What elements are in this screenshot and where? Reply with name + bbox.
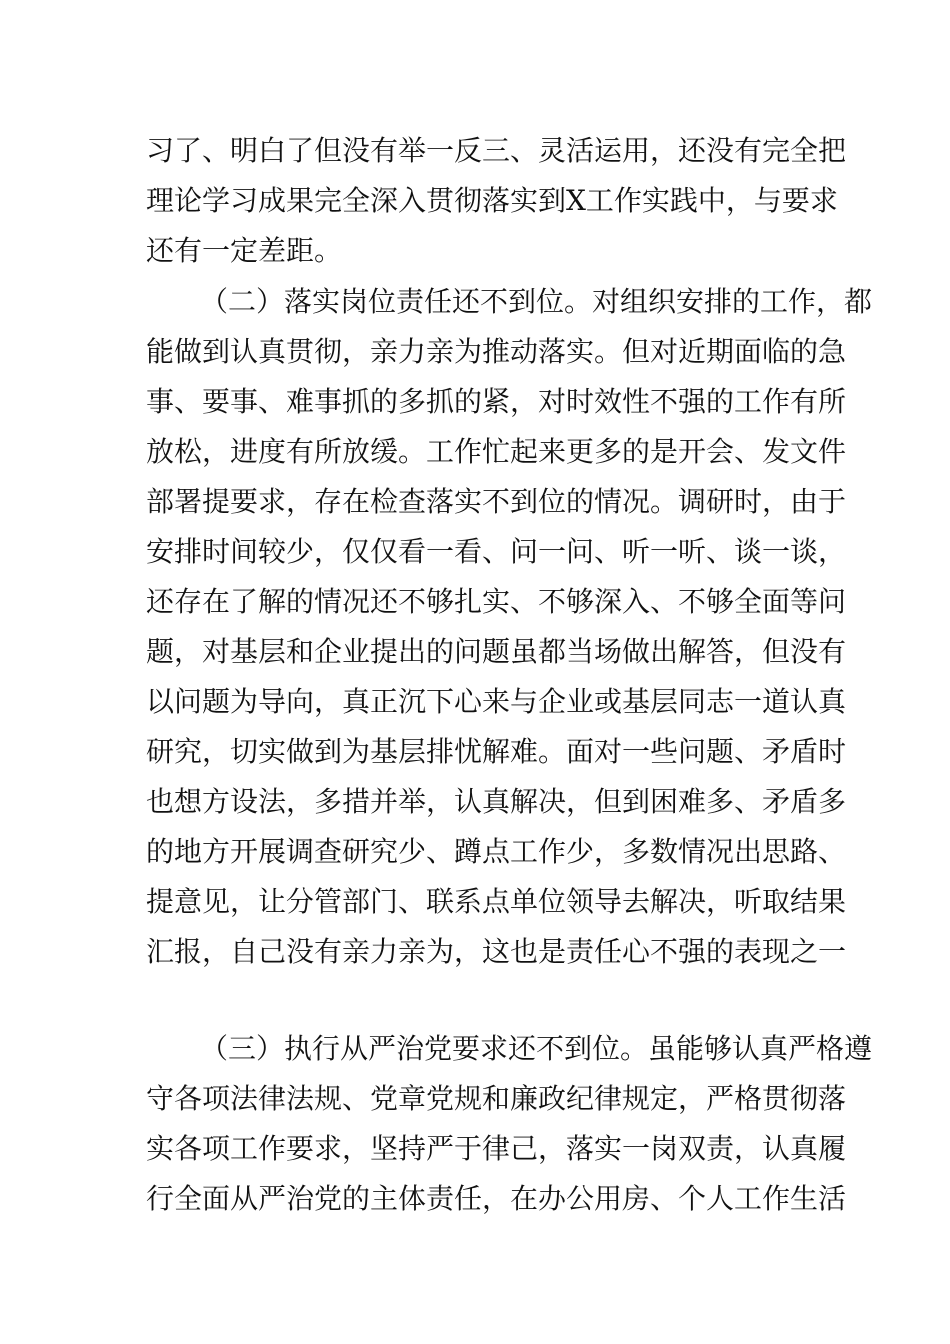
text-line: 提意见，让分管部门、联系点单位领导去解决，听取结果 (146, 885, 847, 918)
text-line: 也想方设法，多措并举，认真解决，但到困难多、矛盾多 (146, 785, 847, 818)
text-line: 习了、明白了但没有举一反三、灵活运用，还没有完全把 (146, 134, 847, 167)
text-line: 实各项工作要求，坚持严于律己，落实一岗双责，认真履 (146, 1132, 847, 1165)
text-line: 部署提要求，存在检查落实不到位的情况。调研时，由于 (146, 485, 847, 518)
text-line: 守各项法律法规、党章党规和廉政纪律规定，严格贯彻落 (146, 1082, 847, 1115)
text-line: 的地方开展调查研究少、蹲点工作少，多数情况出思路、 (146, 835, 847, 868)
paragraph-heading-line: （二）落实岗位责任还不到位。对组织安排的工作，都 (200, 285, 873, 318)
text-line: 以问题为导向，真正沉下心来与企业或基层同志一道认真 (146, 685, 847, 718)
text-line: 还有一定差距。 (146, 234, 343, 267)
text-line: 汇报，自己没有亲力亲为，这也是责任心不强的表现之一 (146, 935, 847, 968)
text-line: 研究，切实做到为基层排忧解难。面对一些问题、矛盾时 (146, 735, 847, 768)
text-line: 事、要事、难事抓的多抓的紧，对时效性不强的工作有所 (146, 385, 847, 418)
text-line: 能做到认真贯彻，亲力亲为推动落实。但对近期面临的急 (146, 335, 847, 368)
text-line: 放松，进度有所放缓。工作忙起来更多的是开会、发文件 (146, 435, 847, 468)
text-line: 安排时间较少，仅仅看一看、问一问、听一听、谈一谈， (146, 535, 847, 568)
text-line: 理论学习成果完全深入贯彻落实到X工作实践中，与要求 (146, 184, 838, 217)
text-line: 还存在了解的情况还不够扎实、不够深入、不够全面等问 (146, 585, 847, 618)
text-line: 题，对基层和企业提出的问题虽都当场做出解答，但没有 (146, 635, 847, 668)
text-line: 行全面从严治党的主体责任，在办公用房、个人工作生活 (146, 1182, 847, 1215)
paragraph-heading-line: （三）执行从严治党要求还不到位。虽能够认真严格遵 (200, 1032, 873, 1065)
